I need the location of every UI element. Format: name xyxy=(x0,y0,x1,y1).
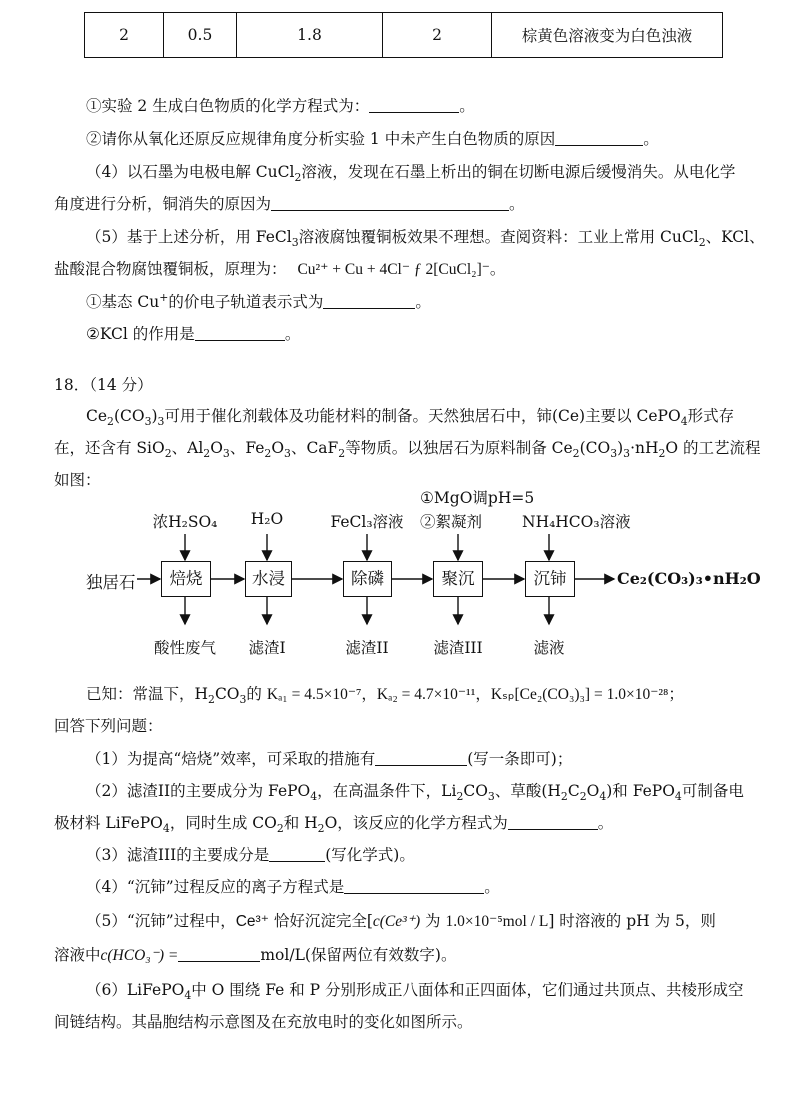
output-label: 滤渣II xyxy=(345,639,389,657)
answer-prompt: 回答下列问题： xyxy=(54,717,163,735)
question-line: ②KCl 的作用是 。 xyxy=(86,325,301,343)
input-label: NH₄HCO₃溶液 xyxy=(522,513,631,531)
reaction-equation: Cu²⁺ + Cu + 4Cl⁻ ƒ 2[CuCl₂]⁻ xyxy=(297,261,490,278)
question-line: ①基态 Cu+的价电子轨道表示式为 。 xyxy=(86,290,431,311)
question-line: （4）以石墨为电极电解 CuCl$_2$溶液，发现在石墨上析出的铜在切断电源后缓慢消失。从电化学 xyxy=(86,163,736,185)
step-water-leach: 水浸 xyxy=(245,561,292,597)
intro-line: 在，还含有 SiO$_2$、$Al_2O_3$、$Fe_2O_3$、CaF$_2$等物质。以独居石为原料制备 $Ce_2(CO_3)_3\cdot nH_2O$ 的工艺流程 xyxy=(54,439,761,461)
input-label: 浓H₂SO₄ xyxy=(152,513,218,531)
sub-question-2-cont: 极材料 LiFePO$_4$，同时生成 $CO_2$和 $H_2O$，该反应的化学方程式为 。 xyxy=(54,814,614,836)
ksp: Kₛₚ[Ce₂(CO₃)₃] = 1.0×10⁻²⁸ xyxy=(490,686,669,703)
table-cell: 棕黄色溶液变为白色浊液 xyxy=(492,13,723,58)
output-label: 滤液 xyxy=(533,639,565,657)
question-line: 盐酸混合物腐蚀覆铜板，原理为： Cu²⁺ + Cu + 4Cl⁻ ƒ 2[CuCl₂]⁻。 xyxy=(54,260,506,278)
sub-question-6-cont: 间链结构。其晶胞结构示意图及在充放电时的变化如图所示。 xyxy=(54,1013,473,1031)
sub-question-2: （2）滤渣II的主要成分为 FePO$_4$，在高温条件下，$Li_2CO_3$、草酸$(H_2C_2O_4)$和 FePO$_4$可制备电 xyxy=(86,782,744,804)
output-label: 滤渣III xyxy=(433,639,483,657)
step-roasting: 焙烧 xyxy=(161,561,211,597)
sub-question-6: （6）LiFePO$_4$中 O 围绕 Fe 和 P 分别形成正八面体和正四面体，它们通过共顶点、共棱形成空 xyxy=(86,981,744,1003)
ka1: Kₐ₁ = 4.5×10⁻⁷ xyxy=(266,686,362,703)
flow-start: 独居石 xyxy=(86,573,136,592)
table-cell: 1.8 xyxy=(237,13,383,58)
answer-blank[interactable] xyxy=(269,846,325,863)
ka2: Kₐ₂ = 4.7×10⁻¹¹ xyxy=(376,686,476,703)
step-flocculation: 聚沉 xyxy=(433,561,483,597)
sub-question-3: （3）滤渣III的主要成分是 (写化学式)。 xyxy=(86,846,415,864)
sub-question-4: （4）“沉铈”过程反应的离子方程式是 。 xyxy=(86,878,500,896)
input-label: ②絮凝剂 xyxy=(420,513,483,531)
answer-blank[interactable] xyxy=(508,814,598,831)
answer-blank[interactable] xyxy=(178,946,260,963)
sub-question-5: （5）“沉铈”过程中，Ce³⁺ 恰好沉淀完全[c(Ce³⁺) 为 1.0×10⁻⁵mol / L] 时溶液的 pH 为 5，则 xyxy=(86,912,716,930)
output-label: 酸性废气 xyxy=(153,639,216,657)
output-label: 滤渣I xyxy=(248,639,286,657)
intro-line: $Ce_2(CO_3)_3$可用于催化剂载体及功能材料的制备。天然独居石中，铈(Ce)主要以 CePO$_4$形式存 xyxy=(86,407,735,429)
question-line: 角度进行分析，铜消失的原因为 。 xyxy=(54,195,525,213)
question-line: （5）基于上述分析，用 FeCl$_3$溶液腐蚀覆铜板效果不理想。查阅资料：工业上常用 CuCl$_2$、KCl、 xyxy=(86,228,765,250)
table-cell: 2 xyxy=(85,13,164,58)
known-constants: 已知：常温下，$H_2CO_3$的 Kₐ₁ = 4.5×10⁻⁷，Kₐ₂ = 4.7×10⁻¹¹，Kₛₚ[Ce₂(CO₃)₃] = 1.0×10⁻²⁸； xyxy=(86,685,684,707)
sub-question-5-cont: 溶液中c(HCO₃⁻) = mol/L(保留两位有效数字)。 xyxy=(54,946,457,964)
step-cerium-precipitation: 沉铈 xyxy=(525,561,575,597)
step-phosphorus-removal: 除磷 xyxy=(343,561,392,597)
table-cell: 0.5 xyxy=(164,13,237,58)
answer-blank[interactable] xyxy=(375,750,467,767)
flow-product: Ce₂(CO₃)₃•nH₂O xyxy=(617,569,761,588)
input-label: FeCl₃溶液 xyxy=(330,513,404,531)
question-line: ①实验 2 生成白色物质的化学方程式为： 。 xyxy=(86,97,475,115)
table-cell: 2 xyxy=(383,13,492,58)
sub-question-1: （1）为提高“焙烧”效率，可采取的措施有 (写一条即可)； xyxy=(86,750,573,768)
question-number: 18．（14 分） xyxy=(54,376,153,394)
question-line: ②请你从氧化还原反应规律角度分析实验 1 中未产生白色物质的原因 。 xyxy=(86,130,659,148)
input-label-extra: ①MgO调pH=5 xyxy=(420,489,535,507)
input-label: H₂O xyxy=(250,510,284,528)
intro-line: 如图： xyxy=(54,471,101,489)
answer-blank[interactable] xyxy=(344,878,484,895)
